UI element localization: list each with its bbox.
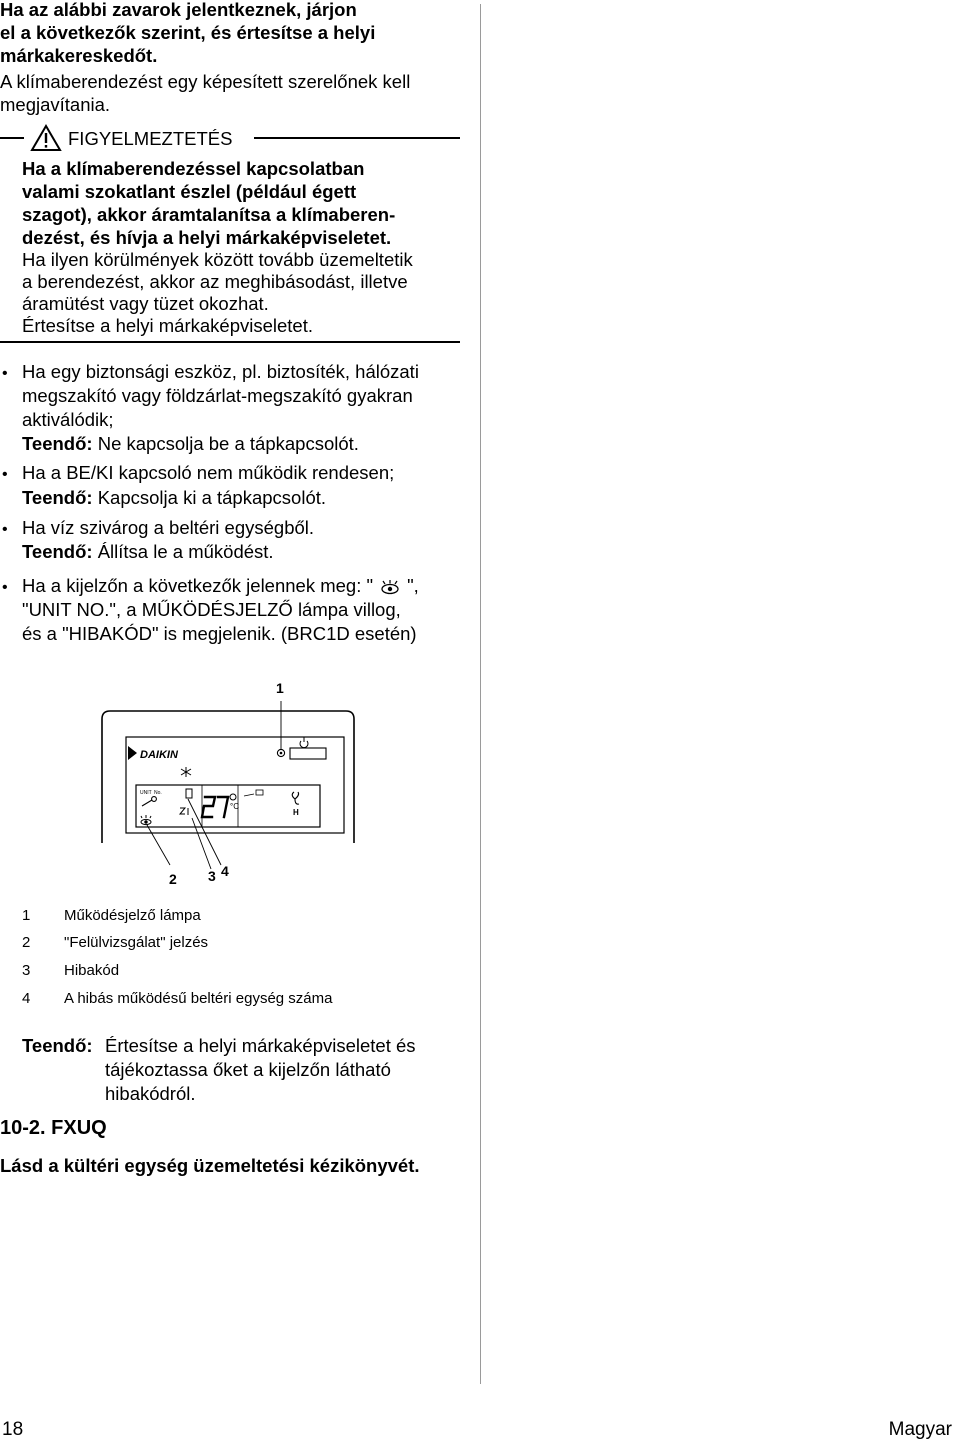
inspection-eye-icon bbox=[379, 579, 401, 595]
lcd-window bbox=[136, 785, 320, 827]
warning-bold-line: dezést, és hívja a helyi márkaképviseletet. bbox=[22, 227, 392, 248]
item-action bbox=[22, 540, 274, 563]
warning-text-line: Értesítse a helyi márkaképviseletet. bbox=[22, 315, 313, 336]
action-text: Ne kapcsolja be a tápkapcsolót. bbox=[92, 433, 359, 454]
item-text: Ha a BE/KI kapcsoló nem működik rendesen; bbox=[22, 462, 395, 483]
bullet-icon: • bbox=[2, 365, 8, 382]
item-text: Ha egy biztonsági eszköz, pl. biztosíték, hálózati bbox=[22, 361, 419, 382]
column-divider bbox=[480, 4, 481, 1384]
legend-text: A hibás működésű beltéri egység száma bbox=[64, 990, 333, 1007]
callout-number: 3 bbox=[208, 868, 216, 884]
legend-text: "Felülvizsgálat" jelzés bbox=[64, 934, 209, 951]
item-text-post: ", bbox=[407, 575, 419, 596]
action-text: Állítsa le a működést. bbox=[92, 541, 274, 562]
item-text: Ha víz szivárog a beltéri egységből. bbox=[22, 517, 315, 538]
warning-text-line: Ha ilyen körülmények között tovább üzemeltetik bbox=[22, 249, 413, 270]
action-text-line: tájékoztassa őket a kijelzőn látható bbox=[105, 1059, 391, 1080]
warning-triangle-icon bbox=[30, 124, 62, 152]
intro-line: el a következők szerint, és értesítse a helyi bbox=[0, 22, 376, 43]
item-action bbox=[22, 432, 359, 455]
warning-rule-right bbox=[254, 137, 460, 139]
intro-line: Ha az alábbi zavarok jelentkeznek, járjon bbox=[0, 0, 357, 20]
fan-speed-label: H bbox=[293, 808, 299, 817]
callout-number: 2 bbox=[169, 871, 177, 887]
bullet-icon: • bbox=[2, 579, 8, 596]
section-heading: 10-2. FXUQ bbox=[0, 1117, 107, 1139]
remote-controller-figure bbox=[90, 675, 380, 890]
action-label: Teendő: bbox=[22, 433, 93, 454]
unit-label: UNIT bbox=[140, 790, 152, 796]
item-text: megszakító vagy földzárlat-megszakító gyakran bbox=[22, 385, 413, 406]
warning-bold-line: szagot), akkor áramtalanítsa a klímaberen- bbox=[22, 204, 396, 225]
celsius-label: °C bbox=[230, 802, 239, 811]
action-text: Kapcsolja ki a tápkapcsolót. bbox=[92, 487, 327, 508]
action-text-line: Értesítse a helyi márkaképviseletet és bbox=[105, 1035, 416, 1056]
bullet-icon: • bbox=[2, 521, 8, 538]
warning-title: FIGYELMEZTETÉS bbox=[68, 128, 233, 149]
action-text-line: hibakódról. bbox=[105, 1083, 196, 1104]
item-text: és a "HIBAKÓD" is megjelenik. (BRC1D esetén) bbox=[22, 623, 417, 644]
legend-text: Hibakód bbox=[64, 962, 120, 979]
warning-rule-left bbox=[0, 137, 24, 139]
intro-line: A klímaberendezést egy képesített szerelőnek kell bbox=[0, 71, 411, 92]
page-number: 18 bbox=[2, 1419, 24, 1440]
warning-text-line: a berendezést, akkor az meghibásodást, illetve bbox=[22, 271, 408, 292]
action-label: Teendő: bbox=[22, 1035, 93, 1056]
warning-text-line: áramütést vagy tüzet okozhat. bbox=[22, 293, 269, 314]
warning-rule-bottom bbox=[0, 341, 460, 343]
item-action bbox=[22, 486, 326, 509]
intro-line: megjavítania. bbox=[0, 94, 111, 115]
item-text bbox=[22, 574, 419, 597]
no-label: No. bbox=[154, 790, 162, 796]
intro-line: márkakereskedőt. bbox=[0, 45, 158, 66]
warning-bold-line: Ha a klímaberendezéssel kapcsolatban bbox=[22, 158, 365, 179]
callout-number: 4 bbox=[221, 863, 229, 879]
section-text: Lásd a kültéri egység üzemeltetési kézikönyvét. bbox=[0, 1155, 420, 1176]
operation-lamp-dot bbox=[280, 752, 283, 755]
legend-text: Működésjelző lámpa bbox=[64, 907, 201, 924]
item-text: aktiválódik; bbox=[22, 409, 114, 430]
warning-bold-line: valami szokatlant észlel (például égett bbox=[22, 181, 357, 202]
item-text-pre: Ha a kijelzőn a következők jelennek meg: " bbox=[22, 575, 374, 596]
callout-number: 1 bbox=[276, 680, 284, 696]
legend-number: 1 bbox=[22, 907, 31, 924]
brand-label: DAIKIN bbox=[140, 749, 178, 761]
legend-number: 3 bbox=[22, 962, 31, 979]
item-text: "UNIT NO.", a MŰKÖDÉSJELZŐ lámpa villog, bbox=[22, 599, 401, 620]
bullet-icon: • bbox=[2, 466, 8, 483]
action-label: Teendő: bbox=[22, 487, 93, 508]
footer-language: Magyar bbox=[888, 1419, 952, 1440]
legend-number: 4 bbox=[22, 990, 31, 1007]
action-label: Teendő: bbox=[22, 541, 93, 562]
legend-number: 2 bbox=[22, 934, 31, 951]
